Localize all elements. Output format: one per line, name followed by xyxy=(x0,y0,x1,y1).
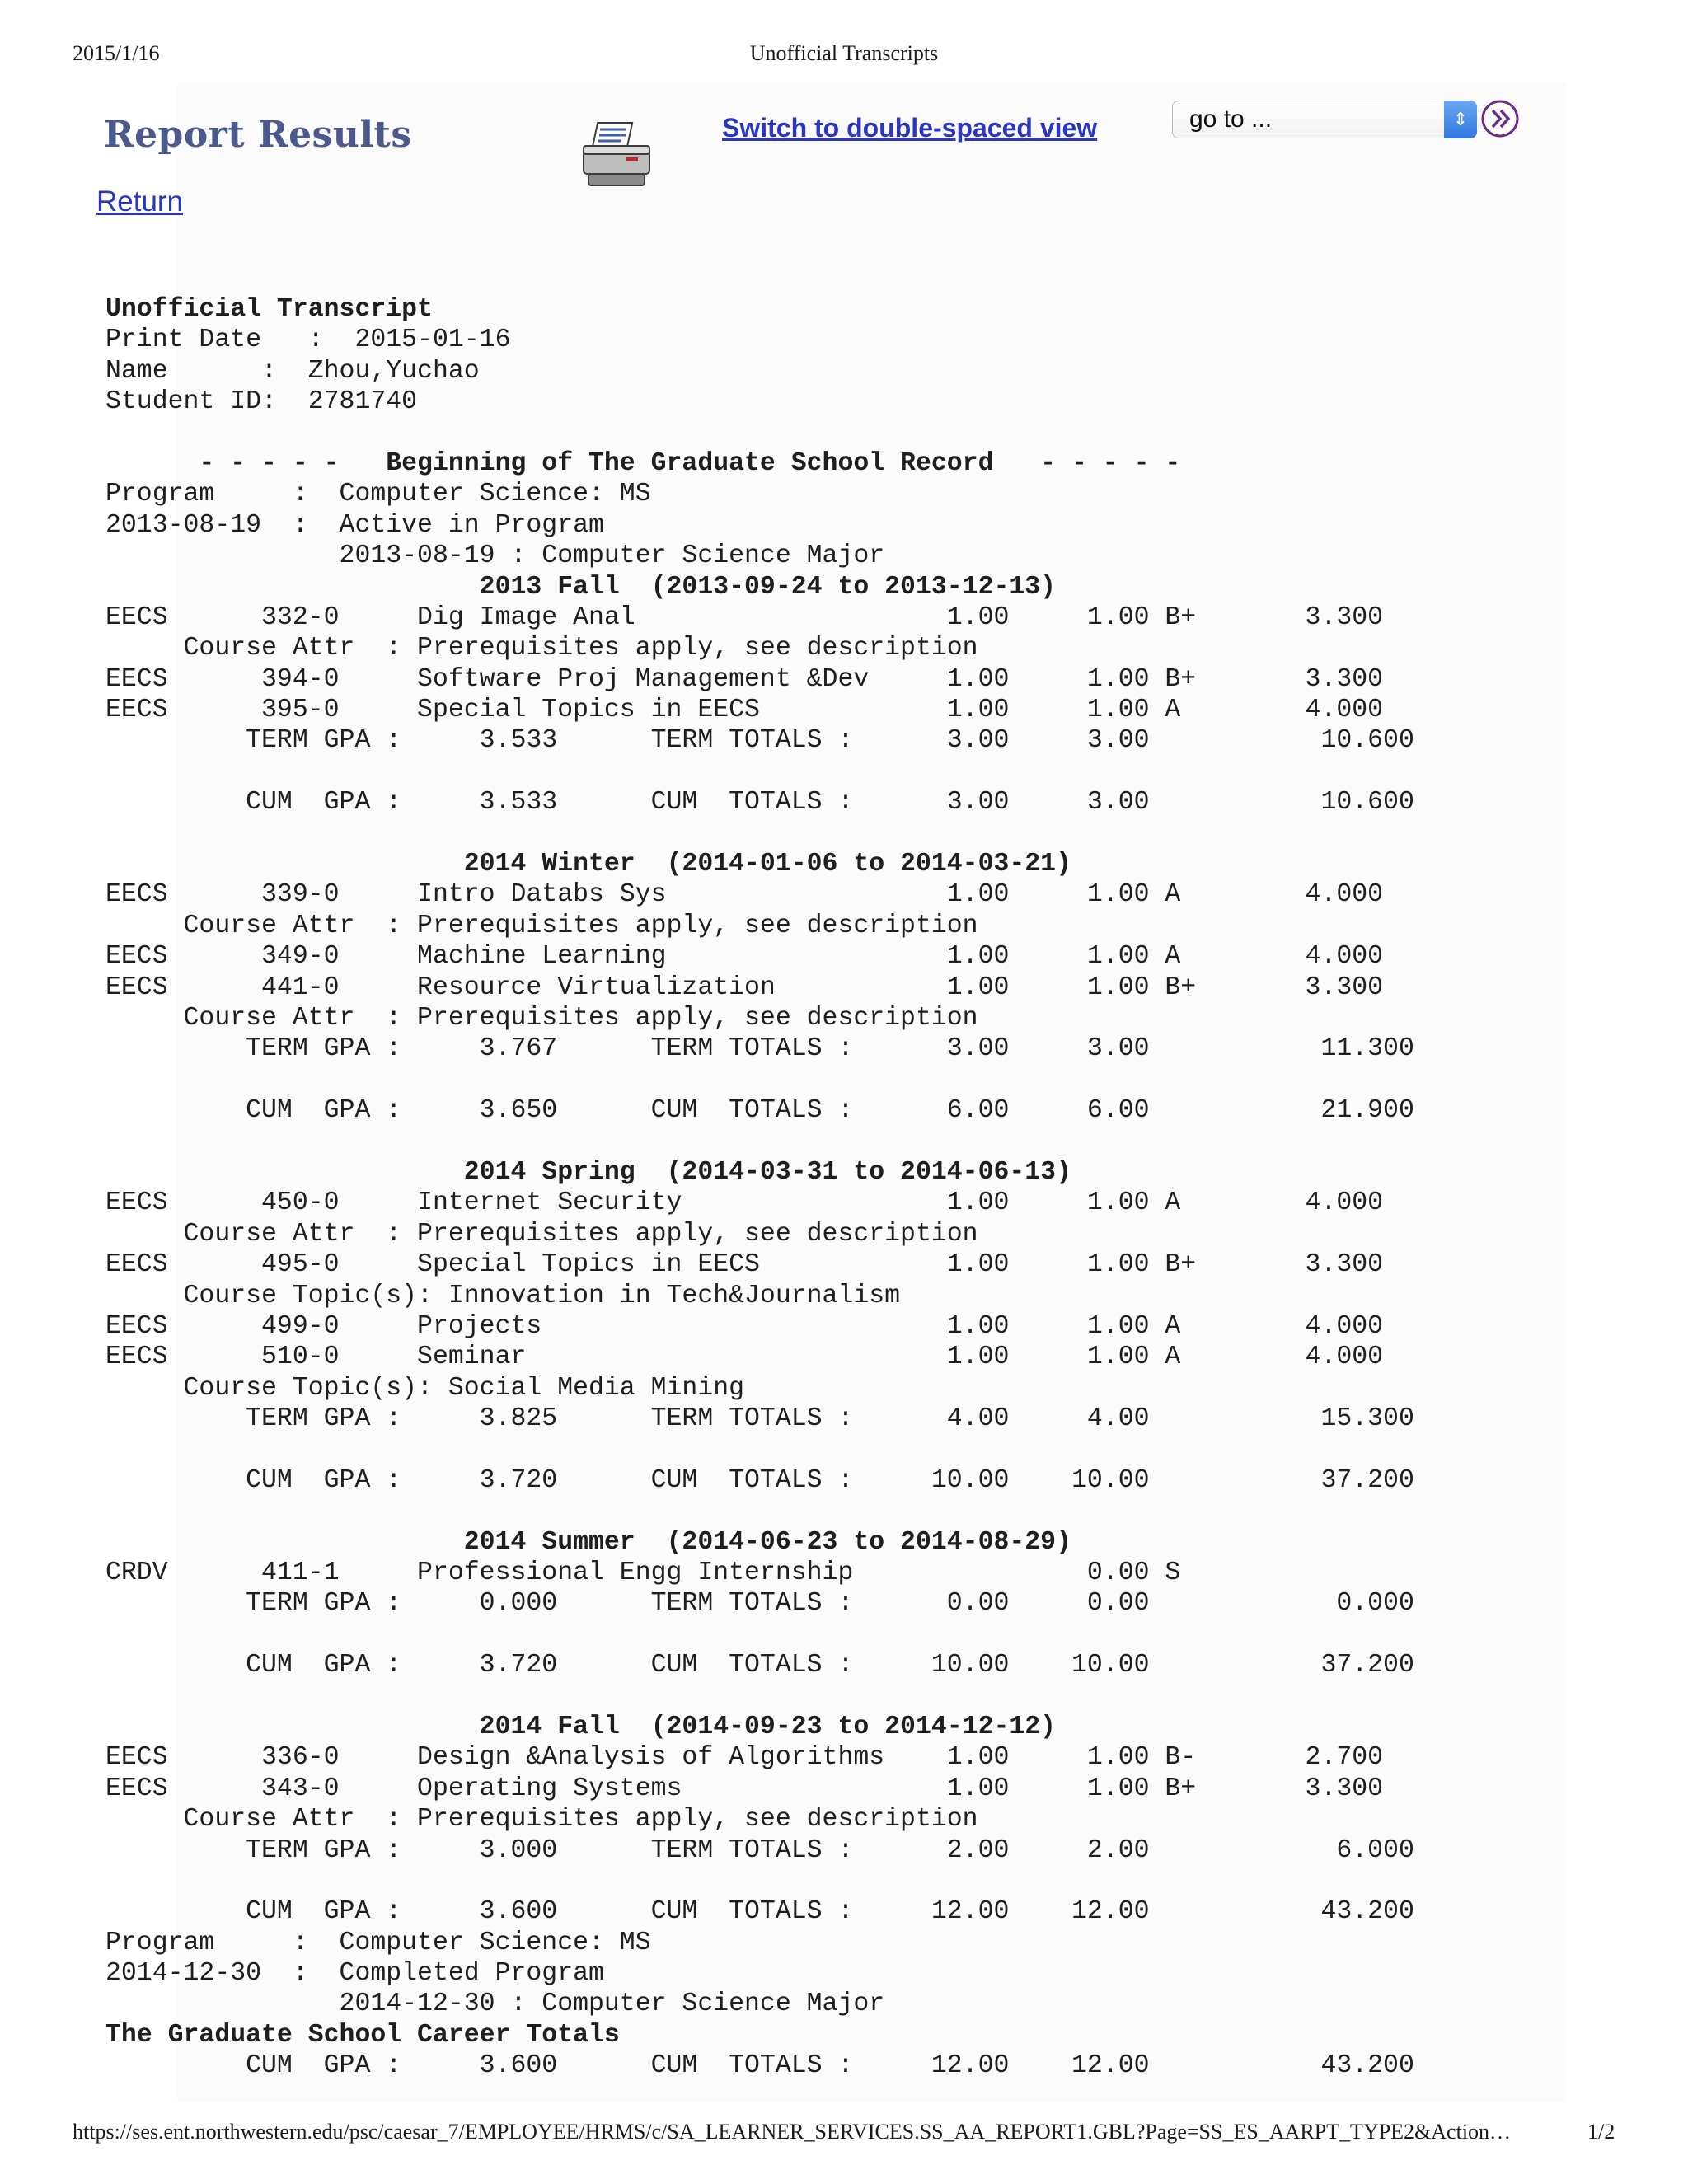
transcript-line: CUM GPA : 3.600 CUM TOTALS : 12.00 12.00 43.200 xyxy=(106,2051,1414,2081)
transcript-line: TERM GPA : 3.825 TERM TOTALS : 4.00 4.00 15.300 xyxy=(106,1404,1414,1434)
transcript-line xyxy=(106,818,1414,849)
goto-select-value: go to ... xyxy=(1189,105,1273,133)
transcript-line: Course Topic(s): Social Media Mining xyxy=(106,1373,745,1403)
transcript-line: EECS 394-0 Software Proj Management &Dev 1.00 1.00 B+ 3.300 xyxy=(106,664,1384,694)
transcript-line: EECS 339-0 Intro Databs Sys 1.00 1.00 A 4.000 xyxy=(106,880,1384,910)
transcript-line: Name : Zhou,Yuchao xyxy=(106,356,480,386)
transcript-line xyxy=(106,1496,1414,1526)
return-link[interactable]: Return xyxy=(96,185,184,218)
transcript-line: CUM GPA : 3.720 CUM TOTALS : 10.00 10.00 37.200 xyxy=(106,1465,1414,1495)
printer-icon[interactable] xyxy=(580,120,654,190)
transcript-line: CUM GPA : 3.600 CUM TOTALS : 12.00 12.00 43.200 xyxy=(106,1897,1414,1927)
transcript-line: Course Topic(s): Innovation in Tech&Journalism xyxy=(106,1281,901,1310)
goto-select[interactable] xyxy=(1172,101,1477,138)
transcript-line: EECS 395-0 Special Topics in EECS 1.00 1.00 A 4.000 xyxy=(106,696,1384,725)
transcript-line: TERM GPA : 0.000 TERM TOTALS : 0.00 0.00 0.000 xyxy=(106,1589,1414,1619)
transcript-line: Print Date : 2015-01-16 xyxy=(106,326,511,355)
transcript-line: Course Attr : Prerequisites apply, see description xyxy=(106,1003,978,1033)
print-footer-page: 1/2 xyxy=(1587,2120,1615,2144)
transcript-line: CUM GPA : 3.533 CUM TOTALS : 3.00 3.00 10.600 xyxy=(106,788,1414,818)
transcript-line: EECS 510-0 Seminar 1.00 1.00 A 4.000 xyxy=(106,1343,1384,1372)
transcript-line xyxy=(106,1619,1414,1650)
transcript-line: Student ID: 2781740 xyxy=(106,387,418,417)
transcript-line: CUM GPA : 3.720 CUM TOTALS : 10.00 10.00 37.200 xyxy=(106,1651,1414,1680)
transcript-line: 2014-12-30 : Computer Science Major xyxy=(106,1990,885,2019)
transcript-body xyxy=(106,294,1414,2082)
transcript-line: TERM GPA : 3.000 TERM TOTALS : 2.00 2.00 6.000 xyxy=(106,1835,1414,1865)
transcript-line: Course Attr : Prerequisites apply, see description xyxy=(106,911,978,940)
transcript-line xyxy=(106,1434,1414,1465)
select-stepper-icon: ⇕ xyxy=(1444,101,1477,138)
transcript-line: EECS 495-0 Special Topics in EECS 1.00 1.00 B+ 3.300 xyxy=(106,1250,1384,1280)
transcript-line: 2014 Winter (2014-01-06 to 2014-03-21) xyxy=(106,850,1071,879)
transcript-line: Course Attr : Prerequisites apply, see description xyxy=(106,1219,978,1249)
print-header-title: Unofficial Transcripts xyxy=(749,41,939,65)
transcript-line: CUM GPA : 3.650 CUM TOTALS : 6.00 6.00 21.900 xyxy=(106,1096,1414,1126)
transcript-line: Course Attr : Prerequisites apply, see description xyxy=(106,1805,978,1835)
transcript-line: 2014-12-30 : Completed Program xyxy=(106,1959,604,1989)
transcript-line xyxy=(106,1866,1414,1896)
transcript-line xyxy=(106,1681,1414,1712)
transcript-line: EECS 349-0 Machine Learning 1.00 1.00 A 4.000 xyxy=(106,942,1384,972)
transcript-line: - - - - - Beginning of The Graduate School Record - - - - - xyxy=(106,448,1181,478)
transcript-line: 2014 Spring (2014-03-31 to 2014-06-13) xyxy=(106,1157,1071,1187)
double-chevron-right-icon[interactable] xyxy=(1480,99,1520,138)
transcript-line: CRDV 411-1 Professional Engg Internship 0.00 S xyxy=(106,1558,1181,1588)
transcript-line: 2014 Fall (2014-09-23 to 2014-12-12) xyxy=(106,1712,1057,1741)
transcript-line: 2013 Fall (2013-09-24 to 2013-12-13) xyxy=(106,572,1057,602)
transcript-line xyxy=(106,418,1414,448)
transcript-line: EECS 499-0 Projects 1.00 1.00 A 4.000 xyxy=(106,1311,1384,1341)
switch-double-spaced-link[interactable]: Switch to double-spaced view xyxy=(722,113,1098,143)
transcript-line: Course Attr : Prerequisites apply, see description xyxy=(106,634,978,663)
transcript-line: EECS 441-0 Resource Virtualization 1.00 1.00 B+ 3.300 xyxy=(106,972,1384,1002)
transcript-line: The Graduate School Career Totals xyxy=(106,2020,620,2050)
transcript-line: 2013-08-19 : Active in Program xyxy=(106,510,604,540)
print-header-date: 2015/1/16 xyxy=(73,41,160,65)
transcript-line: EECS 332-0 Dig Image Anal 1.00 1.00 B+ 3.300 xyxy=(106,602,1384,632)
transcript-line: EECS 336-0 Design &Analysis of Algorithms 1.00 1.00 B- 2.700 xyxy=(106,1743,1384,1773)
transcript-line: TERM GPA : 3.533 TERM TOTALS : 3.00 3.00 10.600 xyxy=(106,726,1414,756)
print-footer-url: https://ses.ent.northwestern.edu/psc/caesar_7/EMPLOYEE/HRMS/c/SA_LEARNER_SERVICES.SS_AA_REPORT1.GBL?Page=SS_ES_AARPT_TYPE2&Action… xyxy=(73,2120,1512,2144)
transcript-line: Program : Computer Science: MS xyxy=(106,480,651,509)
transcript-line: Program : Computer Science: MS xyxy=(106,1928,651,1957)
report-title: Report Results xyxy=(104,114,412,156)
transcript-line xyxy=(106,1065,1414,1095)
transcript-line: 2014 Summer (2014-06-23 to 2014-08-29) xyxy=(106,1527,1071,1557)
transcript-line xyxy=(106,757,1414,787)
transcript-line: EECS 450-0 Internet Security 1.00 1.00 A 4.000 xyxy=(106,1188,1384,1218)
transcript-line: EECS 343-0 Operating Systems 1.00 1.00 B+ 3.300 xyxy=(106,1774,1384,1803)
transcript-line: TERM GPA : 3.767 TERM TOTALS : 3.00 3.00 11.300 xyxy=(106,1034,1414,1064)
transcript-line: Unofficial Transcript xyxy=(106,295,433,324)
transcript-line xyxy=(106,1127,1414,1157)
transcript-line: 2013-08-19 : Computer Science Major xyxy=(106,541,885,571)
